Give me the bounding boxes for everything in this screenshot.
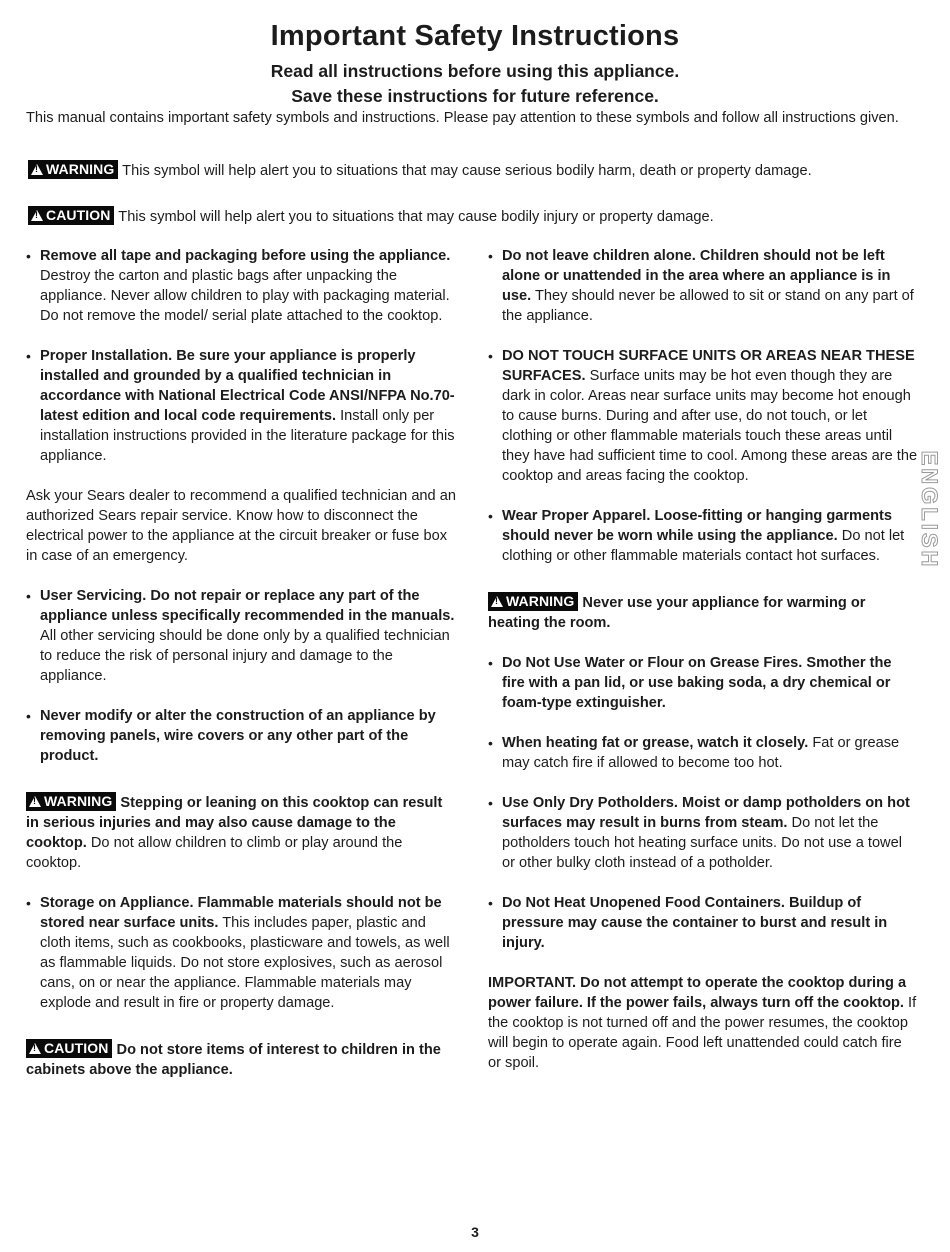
caution-badge [26,1039,112,1058]
caution-symbol-row [28,206,920,227]
caution-badge [28,206,114,225]
item-lead: Wear Proper Apparel. Loose-fitting or hanging garments should never be worn while using the appliance. [502,508,893,544]
list-item [488,733,918,773]
list-item [488,793,918,873]
language-side-tab [917,450,942,570]
important-power-failure [488,973,918,1073]
subtitle-read: Read all instructions before using this appliance. [270,61,680,81]
item-text: Do not let the potholders touch hot heating surface units. Do not use a towel or other bulky cloth instead of a potholder. [502,815,902,871]
item-text: Do not let clothing or other flammable materials contact hot surfaces. [502,528,905,564]
warning-symbol-text: This symbol will help alert you to situations that may cause serious bodily harm, death or property damage. [122,163,812,179]
list-item [26,586,458,686]
warning-text: Do not allow children to climb or play around the cooktop. [26,835,403,871]
item-lead: When heating fat or grease, watch it closely. [502,735,809,751]
item-lead: Storage on Appliance. Flammable materials should not be stored near surface units. [40,895,442,931]
caution-cabinets-block [26,1039,458,1080]
warning-badge [488,592,578,611]
caution-lead: Do not store items of interest to children in the cabinets above the appliance. [26,1042,441,1078]
alert-triangle-icon [29,1043,41,1054]
warning-badge-label: WARNING [44,793,113,809]
item-lead: DO NOT TOUCH SURFACE UNITS OR AREAS NEAR THESE SURFACES. [502,348,915,384]
page-number: 3 [471,1224,479,1240]
list-item [488,506,918,566]
list-item [488,893,918,953]
list-item [26,893,458,1013]
important-lead: IMPORTANT. Do not attempt to operate the cooktop during a power failure. If the power fails, always turn off the cooktop. [488,975,907,1011]
item-text: This includes paper, plastic and cloth items, such as cookbooks, plasticware and towels, as well as flammable liquids. Do not store explosives, such as aerosol cans, on or near the appliance. Flammable materials may explode and result in fire or property damage. [40,915,450,1011]
alert-triangle-icon [29,796,41,807]
item-lead: Remove all tape and packaging before using the appliance. [40,248,451,264]
item-text: Fat or grease may catch fire if allowed to become too hot. [502,735,900,771]
alert-triangle-icon [31,164,43,175]
warning-badge [28,160,118,179]
warning-symbol-row [28,160,920,181]
page-title: Important Safety Instructions [270,20,680,52]
alert-triangle-icon [31,210,43,221]
item-text: Surface units may be hot even though they are dark in color. Areas near surface units may become hot enough to cause burns. During and after use, do not touch, or let clothing or other flammable materials touch these areas until they have had sufficient time to cool. Among these areas are the cooktop and areas facing the cooktop. [502,368,918,484]
left-column [26,246,458,1100]
right-column [488,246,918,1093]
item-text: Destroy the carton and plastic bags after unpacking the appliance. Never allow children to play with packaging material. Do not remove the model/ serial plate attached to the cooktop. [40,268,450,324]
item-lead: Do not leave children alone. Children should not be left alone or unattended in the area where an appliance is in use. [502,248,891,304]
caution-symbol-text: This symbol will help alert you to situations that may cause bodily injury or property damage. [118,209,714,225]
warning-badge-label: WARNING [506,593,575,609]
sears-paragraph: Ask your Sears dealer to recommend a qualified technician and an authorized Sears repair service. Know how to disconnect the electrical power to the appliance at the circuit breaker or fuse box in case of an emergency. [26,488,456,564]
warning-badge [26,792,116,811]
item-text: Install only per installation instructions provided in the literature package for this appliance. [40,408,455,464]
item-lead: Use Only Dry Potholders. Moist or damp potholders on hot surfaces may result in burns from steam. [502,795,910,831]
item-lead: Do Not Heat Unopened Food Containers. Buildup of pressure may cause the container to burst and result in injury. [502,895,888,951]
warning-lead: Stepping or leaning on this cooktop can result in serious injuries and may also cause damage to the cooktop. [26,795,443,851]
language-label: ENGLISH [917,450,942,570]
important-text: If the cooktop is not turned off and the power resumes, the cooktop will begin to operate again. Food left unattended could catch fire or spoil. [488,995,917,1071]
item-lead: Proper Installation. Be sure your appliance is properly installed and grounded by a qualified technician in accordance with National Electrical Code ANSI/NFPA No.70-latest edition and local code requirements. [40,348,455,424]
list-item [26,246,458,326]
warning-cooktop-block [26,792,458,873]
subtitle-save: Save these instructions for future reference. [291,86,659,106]
item-text: They should never be allowed to sit or stand on any part of the appliance. [502,288,914,324]
caution-badge-label: CAUTION [44,1040,109,1056]
warning-badge-label: WARNING [46,161,115,177]
list-item [26,346,458,466]
item-text: All other servicing should be done only by a qualified technician to reduce the risk of personal injury and damage to the appliance. [40,628,450,684]
intro-paragraph: This manual contains important safety symbols and instructions. Please pay attention to these symbols and follow all instructions given. [26,110,899,126]
list-item [488,246,918,326]
item-lead: Do Not Use Water or Flour on Grease Fires. Smother the fire with a pan lid, or use baking soda, a dry chemical or foam-type extinguisher. [502,655,892,711]
list-item [26,706,458,766]
alert-triangle-icon [491,596,503,607]
list-item [488,653,918,713]
list-item [488,346,918,486]
item-lead: Never modify or alter the construction of an appliance by removing panels, wire covers or any other part of the product. [40,708,436,764]
caution-badge-label: CAUTION [46,207,111,223]
warning-lead: Never use your appliance for warming or heating the room. [488,595,866,631]
warning-heating-block [488,592,918,633]
item-lead: User Servicing. Do not repair or replace any part of the appliance unless specifically recommended in the manuals. [40,588,455,624]
